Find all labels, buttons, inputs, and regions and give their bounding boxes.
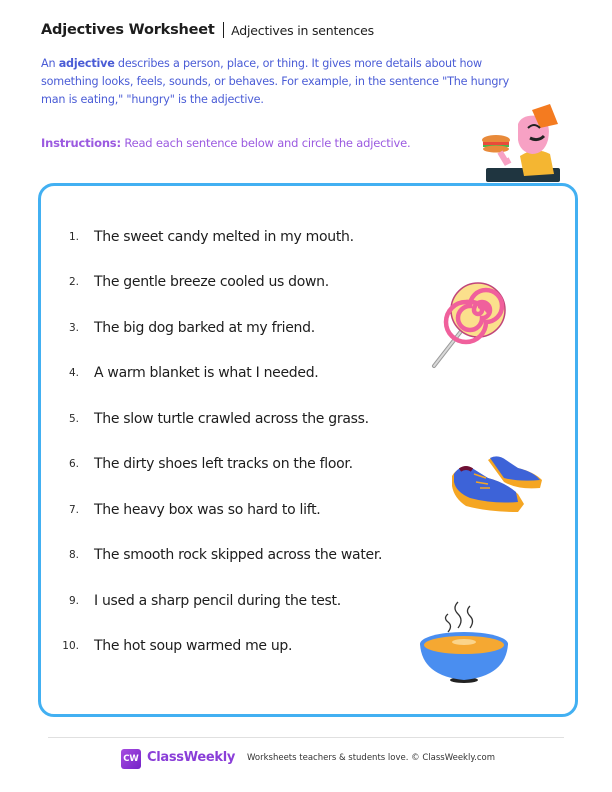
sneakers-icon <box>448 452 546 522</box>
sentence-text[interactable]: The gentle breeze cooled us down. <box>94 274 329 290</box>
instructions-text: Read each sentence below and circle the adjective. <box>120 136 411 150</box>
man-eating-burger-icon <box>480 96 580 188</box>
page-title: Adjectives Worksheet <box>41 22 215 38</box>
classweekly-logo[interactable]: CW <box>121 749 141 769</box>
sentence-row <box>41 363 318 383</box>
sentence-text[interactable]: The hot soup warmed me up. <box>94 638 293 654</box>
sentence-text[interactable]: The dirty shoes left tracks on the floor. <box>94 456 353 472</box>
footer-divider <box>48 737 564 738</box>
sentence-text[interactable]: The slow turtle crawled across the grass. <box>94 411 369 427</box>
sentence-number: 6. <box>68 458 79 470</box>
sentence-row <box>41 318 315 338</box>
sentence-number: 5. <box>68 413 79 425</box>
instructions-label: Instructions: <box>41 136 121 150</box>
sentence-text[interactable]: The smooth rock skipped across the water. <box>94 547 383 563</box>
sentence-number: 3. <box>68 322 79 334</box>
sentence-number: 2. <box>68 276 79 288</box>
lollipop-icon <box>428 278 514 374</box>
sentence-row <box>41 409 369 429</box>
sentence-number: 10. <box>62 640 79 652</box>
sentence-row <box>41 591 341 611</box>
sentence-row <box>41 454 353 474</box>
sentence-text[interactable]: The sweet candy melted in my mouth. <box>94 229 354 245</box>
worksheet-header <box>41 22 374 38</box>
sentence-number: 4. <box>68 367 79 379</box>
sentence-number: 8. <box>68 549 79 561</box>
sentence-row <box>41 227 354 247</box>
intro-text: describes a person, place, or thing. It gives more details about how something looks, feels, sounds, or behaves. For example, in the sentence "The hungry man is eating," "hungry" is the adjective. <box>41 57 510 106</box>
sentence-number: 9. <box>68 595 79 607</box>
soup-bowl-icon <box>414 592 514 688</box>
sentence-text[interactable]: The big dog barked at my friend. <box>94 320 315 336</box>
sentence-row <box>41 272 329 292</box>
sentence-number: 1. <box>68 231 79 243</box>
sentence-row <box>41 636 292 656</box>
intro-prefix: An <box>41 57 59 70</box>
intro-paragraph <box>41 55 511 109</box>
instructions <box>41 136 410 150</box>
footer-tagline: Worksheets teachers & students love. © ClassWeekly.com <box>247 753 496 763</box>
intro-keyword: adjective <box>58 57 115 70</box>
sentence-number: 7. <box>68 504 79 516</box>
brand-name[interactable]: ClassWeekly <box>147 750 236 765</box>
page-subtitle: Adjectives in sentences <box>231 22 374 38</box>
title-divider <box>223 22 225 38</box>
sentence-text[interactable]: A warm blanket is what I needed. <box>94 365 319 381</box>
sentence-row <box>41 500 320 520</box>
sentence-text[interactable]: I used a sharp pencil during the test. <box>94 593 341 609</box>
sentence-text[interactable]: The heavy box was so hard to lift. <box>94 502 321 518</box>
sentence-row <box>41 545 382 565</box>
